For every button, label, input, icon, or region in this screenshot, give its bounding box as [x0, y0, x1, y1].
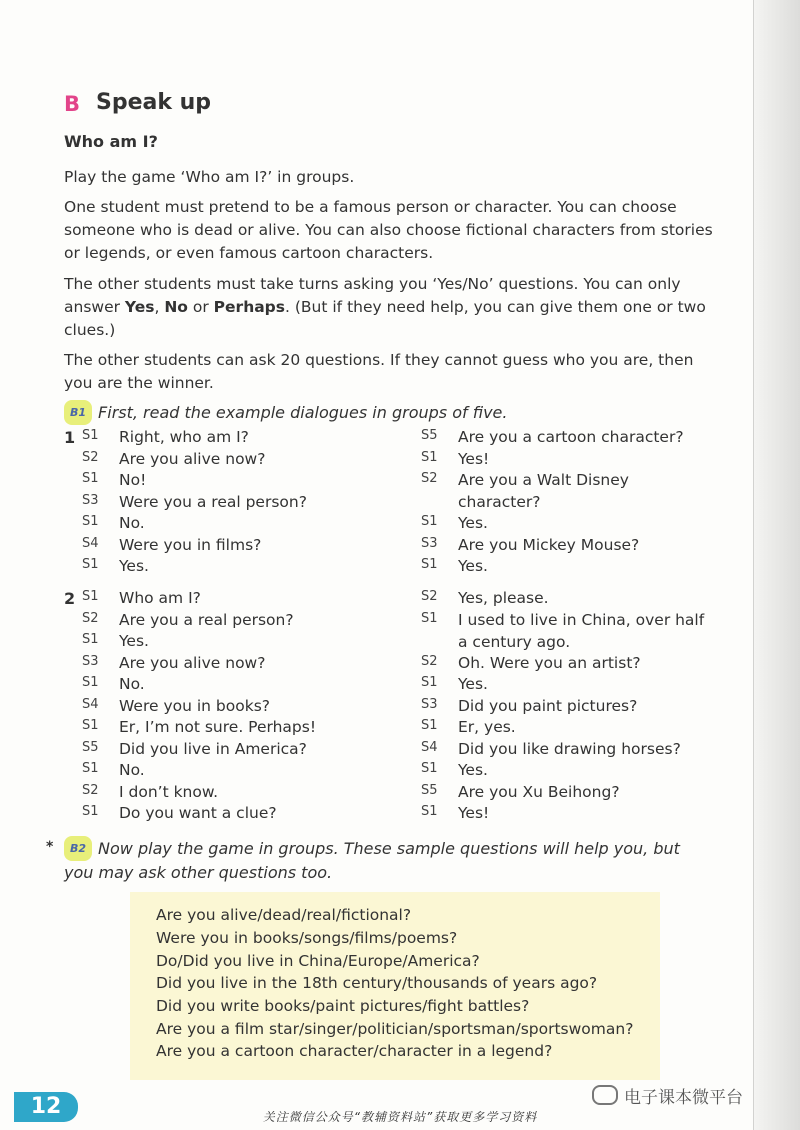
dialogue-text: Yes.: [458, 675, 488, 693]
dialogue-text: No!: [119, 471, 147, 489]
dialogue-text: Were you in books?: [119, 697, 270, 715]
paragraph-winner: The other students can ask 20 questions. If they cannot guess who you are, then you are the winner.: [64, 351, 694, 392]
speaker-label: S1: [421, 675, 438, 690]
speaker-label: S3: [82, 493, 99, 508]
dialogue-text: Right, who am I?: [119, 428, 249, 446]
speaker-label: S2: [421, 589, 438, 604]
p3-or: or: [187, 298, 214, 316]
speaker-label: S5: [421, 783, 438, 798]
badge-b2: B2: [64, 836, 92, 861]
speaker-label: S1: [421, 450, 438, 465]
answer-perhaps: Perhaps: [213, 298, 286, 316]
speaker-label: S1: [82, 761, 99, 776]
speaker-label: S4: [82, 536, 99, 551]
section-title: Speak up: [96, 90, 212, 115]
instruction-b1-text: First, read the example dialogues in groups of five.: [98, 403, 508, 422]
dialogue-text: Were you in films?: [119, 536, 262, 554]
speaker-label: S1: [82, 804, 99, 819]
speaker-label: S2: [82, 783, 99, 798]
speaker-label: S1: [421, 761, 438, 776]
dialogue-text: Are you alive now?: [119, 450, 266, 468]
p3-post: . (But if they need help, you can give them one or two clues.): [64, 298, 706, 339]
speaker-label: S2: [421, 654, 438, 669]
dialogue-number-1: 1: [64, 428, 76, 447]
speaker-label: S1: [82, 718, 99, 733]
dialogue-text: Oh. Were you an artist?: [458, 654, 641, 672]
speaker-label: S1: [82, 632, 99, 647]
dialogue-text: Yes!: [458, 804, 490, 822]
dialogue-text: Er, I’m not sure. Perhaps!: [119, 718, 317, 736]
speaker-label: S4: [421, 740, 438, 755]
answer-no: No: [164, 298, 188, 316]
dialogue-text: No.: [119, 514, 145, 532]
instruction-b2: [64, 836, 714, 884]
speaker-label: S3: [421, 536, 438, 551]
dialogue-text: Are you a cartoon character?: [458, 428, 684, 446]
speaker-label: S1: [82, 675, 99, 690]
watermark: [592, 1083, 743, 1108]
sample-question: Are you alive/dead/real/fictional?: [156, 906, 412, 924]
dialogue-text: Did you live in America?: [119, 740, 307, 758]
speaker-label: S5: [82, 740, 99, 755]
dialogue-text: I used to live in China, over half: [458, 611, 705, 629]
dialogue-text: Yes!: [458, 450, 490, 468]
section-letter: B: [64, 92, 81, 116]
sample-question: Are you a cartoon character/character in a legend?: [156, 1042, 553, 1060]
speaker-label: S1: [421, 514, 438, 529]
instruction-b2-text: Now play the game in groups. These sample questions will help you, but you may ask other questions too.: [64, 839, 680, 882]
dialogue-text: Are you Mickey Mouse?: [458, 536, 640, 554]
sample-question: Did you write books/paint pictures/fight battles?: [156, 997, 530, 1015]
speaker-label: S2: [82, 611, 99, 626]
dialogue-text: I don’t know.: [119, 783, 219, 801]
dialogue-text: Er, yes.: [458, 718, 516, 736]
p3-pre: The other students must take turns asking you ‘Yes/No’ questions. You can only answer: [64, 275, 681, 316]
watermark-text: 电子课本微平台: [624, 1088, 743, 1108]
dialogue-text: Are you Xu Beihong?: [458, 783, 620, 801]
speaker-label: S5: [421, 428, 438, 443]
badge-b1: B1: [64, 400, 92, 425]
speaker-label: S2: [82, 450, 99, 465]
speaker-label: S3: [421, 697, 438, 712]
dialogue-text: Yes.: [119, 557, 149, 575]
sample-question: Are you a film star/singer/politician/sportsman/sportswoman?: [156, 1020, 634, 1038]
speaker-label: S1: [82, 589, 99, 604]
speaker-label: S3: [82, 654, 99, 669]
footer-note: 关注微信公众号“教辅资料站”获取更多学习资料: [262, 1110, 538, 1124]
dialogue-text: Do you want a clue?: [119, 804, 277, 822]
speaker-label: S1: [421, 718, 438, 733]
p3-comma: ,: [154, 298, 165, 316]
dialogue-text: Yes.: [119, 632, 149, 650]
dialogue-text: No.: [119, 761, 145, 779]
dialogue-text: Are you a real person?: [119, 611, 294, 629]
speaker-label: S1: [421, 611, 438, 626]
speaker-label: S1: [421, 804, 438, 819]
paragraph-intro: Play the game ‘Who am I?’ in groups.: [64, 168, 355, 186]
speaker-label: S1: [82, 471, 99, 486]
page-number: 12: [14, 1092, 78, 1122]
activity-subtitle: Who am I?: [64, 132, 158, 151]
sample-question: Do/Did you live in China/Europe/America?: [156, 952, 480, 970]
dialogue-text: Yes.: [458, 514, 488, 532]
dialogue-text: Yes, please.: [458, 589, 549, 607]
paragraph-pretend: One student must pretend to be a famous person or character. You can choose someone who is dead or alive. You can also choose fictional characters from stories or legends, or even famous cartoon characters.: [64, 198, 713, 262]
dialogue-text: Were you a real person?: [119, 493, 307, 511]
answer-yes: Yes: [124, 298, 155, 316]
speaker-label: S2: [421, 471, 438, 486]
speaker-label: S1: [82, 428, 99, 443]
dialogue-text-continued: character?: [458, 493, 541, 511]
sample-questions-box: [130, 892, 660, 1080]
dialogue-text: Yes.: [458, 557, 488, 575]
dialogue-text: No.: [119, 675, 145, 693]
instruction-b1: [64, 400, 714, 425]
speaker-label: S1: [82, 557, 99, 572]
paragraph-questions: [64, 273, 714, 342]
speaker-label: S1: [421, 557, 438, 572]
dialogue-text: Are you a Walt Disney: [458, 471, 629, 489]
dialogue-text-continued: a century ago.: [458, 633, 571, 651]
dialogue-text: Who am I?: [119, 589, 201, 607]
dialogue-text: Did you like drawing horses?: [458, 740, 681, 758]
speaker-label: S1: [82, 514, 99, 529]
speaker-label: S4: [82, 697, 99, 712]
dialogue-number-2: 2: [64, 589, 76, 608]
dialogue-text: Yes.: [458, 761, 488, 779]
chat-bubble-icon: [592, 1085, 618, 1105]
sample-question: Were you in books/songs/films/poems?: [156, 929, 458, 947]
optional-star-icon: *: [46, 839, 54, 855]
dialogue-text: Did you paint pictures?: [458, 697, 638, 715]
dialogue-text: Are you alive now?: [119, 654, 266, 672]
sample-question: Did you live in the 18th century/thousands of years ago?: [156, 974, 598, 992]
page-binding-edge: [754, 0, 800, 1130]
